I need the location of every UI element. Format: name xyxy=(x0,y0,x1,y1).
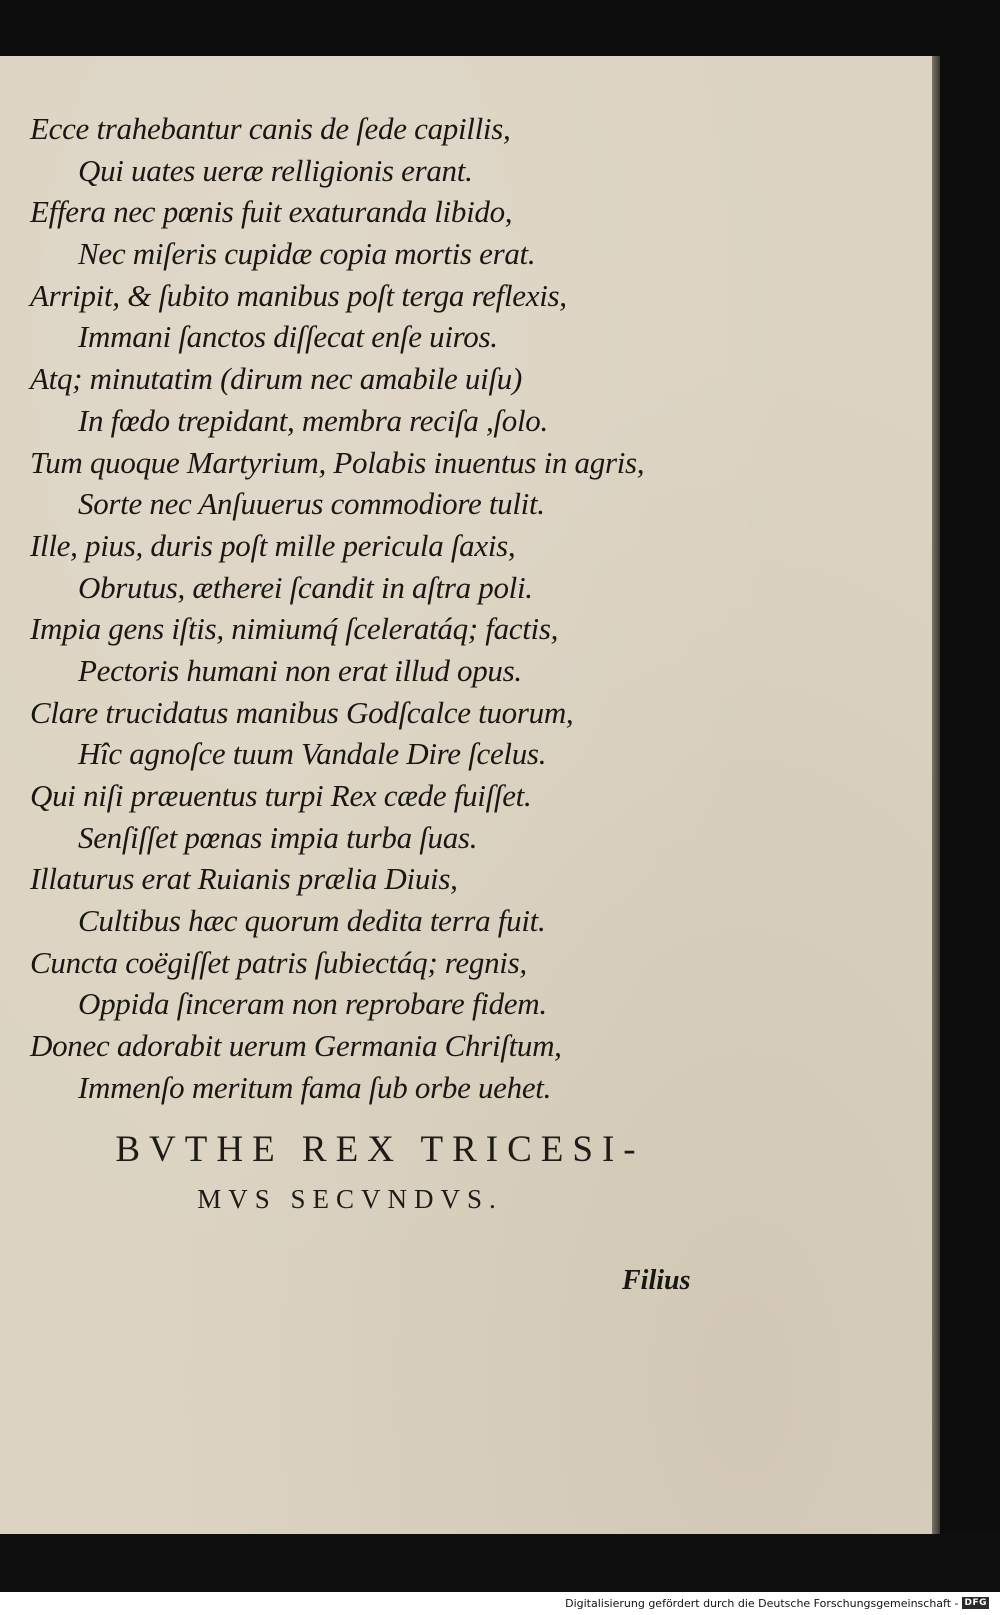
verse-line: Illaturus erat Ruianis prælia Diuis, xyxy=(30,861,458,897)
verse-line: Immani ſanctos diſſecat enſe uiros. xyxy=(78,319,498,355)
digitization-footer xyxy=(562,1593,992,1613)
verse-line: Clare trucidatus manibus Godſcalce tuorum, xyxy=(30,694,574,730)
verse-line: Effera nec pœnis fuit exaturanda libido, xyxy=(30,194,513,230)
verse-line: Sorte nec Anſuuerus commodiore tulit. xyxy=(78,486,545,522)
verse-line: Qui uates ueræ relligionis erant. xyxy=(78,152,473,188)
verse-line: Obrutus, ætherei ſcandit in aſtra poli. xyxy=(78,569,533,605)
scan-background xyxy=(0,1534,1000,1592)
verse-line: Arripit, & ſubito manibus poſt terga reflexis, xyxy=(30,277,567,313)
verse-line: Immenſo meritum fama ſub orbe uehet. xyxy=(78,1069,552,1105)
page-edge xyxy=(932,56,940,1534)
verse-line: In fœdo trepidant, membra reciſa ,ſolo. xyxy=(78,402,548,438)
dfg-logo: DFG xyxy=(964,1598,987,1608)
section-heading-continued: MVS SECVNDVS. xyxy=(197,1184,503,1214)
verse-line: Hîc agnoſce tuum Vandale Dire ſcelus. xyxy=(78,736,547,772)
verse-line: Atq; minutatim (dirum nec amabile uiſu) xyxy=(30,361,522,397)
verse-line: Donec adorabit uerum Germania Chriſtum, xyxy=(30,1028,562,1064)
verse-line: Cultibus hæc quorum dedita terra fuit. xyxy=(78,903,546,939)
verse-line: Qui niſi præuentus turpi Rex cæde fuiſſet. xyxy=(30,778,532,813)
verse-line: Pectoris humani non erat illud opus. xyxy=(78,652,522,688)
verse-line: Ille, pius, duris poſt mille pericula ſaxis, xyxy=(30,527,516,563)
verse-block xyxy=(30,108,870,1109)
catchword: Filius xyxy=(622,1265,691,1296)
footer-credit: Digitalisierung gefördert durch die Deutsche Forschungsgemeinschaft - xyxy=(565,1596,959,1610)
verse-line: Cuncta coëgiſſet patris ſubiectáq; regnis, xyxy=(30,944,527,980)
verse-line: Senſiſſet pœnas impia turba ſuas. xyxy=(78,819,478,855)
verse-line: Ecce trahebantur canis de ſede capillis, xyxy=(30,111,511,146)
verse-line: Tum quoque Martyrium, Polabis inuentus in agris, xyxy=(30,444,645,480)
verse-line: Nec miſeris cupidæ copia mortis erat. xyxy=(78,236,536,272)
verse-line: Oppida ſinceram non reprobare fidem. xyxy=(78,986,547,1022)
verse-line: Impia gens iſtis, nimiumq́ ſceleratáq; factis, xyxy=(30,611,559,647)
section-heading: BVTHE REX TRICESI- xyxy=(115,1129,645,1170)
